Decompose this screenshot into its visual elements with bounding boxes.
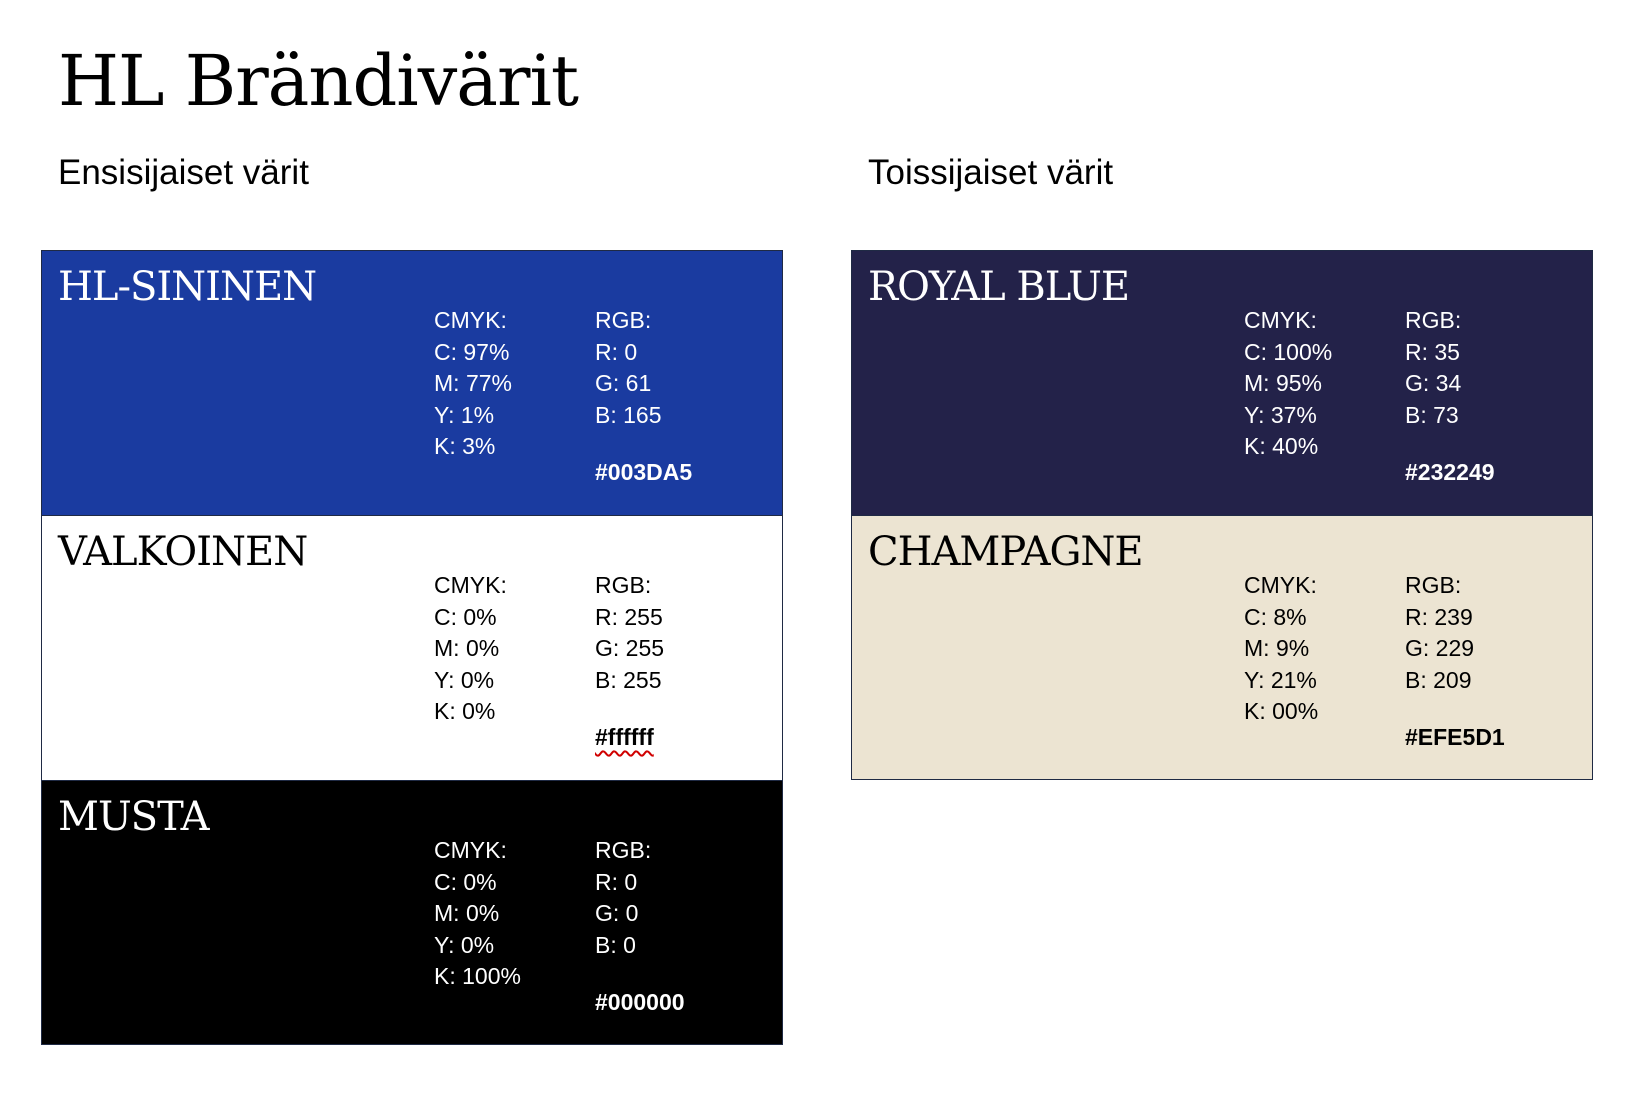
hex-code: #000000 — [595, 989, 685, 1015]
cmyk-c: C: 8% — [1244, 603, 1307, 630]
cmyk-k: K: 0% — [434, 698, 496, 724]
rgb-r: R: 0 — [595, 338, 638, 365]
primary-colors-heading: Ensisijaiset värit — [58, 153, 309, 192]
rgb-r: R: 255 — [595, 603, 663, 630]
cmyk-values — [434, 835, 521, 993]
rgb-values — [595, 835, 685, 1019]
rgb-label: RGB: — [595, 837, 652, 863]
swatch-name: VALKOINEN — [58, 529, 308, 575]
cmyk-label: CMYK: — [434, 307, 507, 333]
rgb-label: RGB: — [595, 307, 652, 333]
rgb-b: B: 255 — [595, 666, 662, 693]
rgb-b: B: 165 — [595, 401, 662, 428]
rgb-b: B: 73 — [1405, 401, 1459, 428]
cmyk-y: Y: 21% — [1244, 666, 1317, 693]
cmyk-label: CMYK: — [434, 837, 507, 863]
swatch-name: HL-SININEN — [58, 264, 317, 310]
rgb-b: B: 209 — [1405, 666, 1472, 693]
hex-code: #ffffff — [595, 724, 654, 750]
rgb-g: G: 229 — [1405, 635, 1475, 661]
cmyk-y: Y: 37% — [1244, 401, 1317, 428]
rgb-label: RGB: — [595, 572, 652, 598]
cmyk-c: C: 97% — [434, 338, 510, 365]
cmyk-k: K: 00% — [1244, 698, 1319, 724]
swatch-champagne — [851, 515, 1593, 780]
primary-swatch-stack — [41, 250, 783, 1045]
swatch-valkoinen — [41, 515, 783, 780]
cmyk-m: M: 9% — [1244, 635, 1310, 661]
rgb-label: RGB: — [1405, 307, 1462, 333]
cmyk-c: C: 0% — [434, 603, 497, 630]
cmyk-m: M: 77% — [434, 370, 512, 396]
page-title: HL Brändivärit — [58, 40, 578, 122]
cmyk-m: M: 95% — [1244, 370, 1322, 396]
cmyk-c: C: 0% — [434, 868, 497, 895]
rgb-g: G: 255 — [595, 635, 665, 661]
cmyk-m: M: 0% — [434, 900, 500, 926]
rgb-r: R: 0 — [595, 868, 638, 895]
rgb-values — [595, 570, 664, 754]
swatch-name: CHAMPAGNE — [868, 529, 1143, 575]
cmyk-values — [1244, 305, 1332, 463]
rgb-g: G: 61 — [595, 370, 652, 396]
hex-code-wrapper — [595, 722, 664, 754]
swatch-royal-blue — [851, 250, 1593, 515]
cmyk-y: Y: 0% — [434, 666, 495, 693]
cmyk-values — [434, 570, 507, 728]
cmyk-k: K: 40% — [1244, 433, 1319, 459]
rgb-values — [595, 305, 692, 489]
cmyk-values — [434, 305, 512, 463]
cmyk-c: C: 100% — [1244, 338, 1333, 365]
hex-code: #232249 — [1405, 459, 1495, 485]
cmyk-label: CMYK: — [1244, 307, 1317, 333]
cmyk-m: M: 0% — [434, 635, 500, 661]
secondary-colors-heading: Toissijaiset värit — [868, 153, 1114, 192]
rgb-values — [1405, 305, 1495, 489]
cmyk-y: Y: 1% — [434, 401, 495, 428]
rgb-r: R: 35 — [1405, 338, 1460, 365]
cmyk-y: Y: 0% — [434, 931, 495, 958]
cmyk-label: CMYK: — [434, 572, 507, 598]
cmyk-k: K: 3% — [434, 433, 496, 459]
cmyk-values — [1244, 570, 1318, 728]
swatch-hl-sininen — [41, 250, 783, 515]
rgb-values — [1405, 570, 1505, 754]
rgb-r: R: 239 — [1405, 603, 1473, 630]
swatch-name: MUSTA — [58, 794, 209, 840]
swatch-musta — [41, 780, 783, 1045]
secondary-swatch-stack — [851, 250, 1593, 780]
swatch-name: ROYAL BLUE — [868, 264, 1130, 310]
rgb-g: G: 34 — [1405, 370, 1462, 396]
hex-code: #EFE5D1 — [1405, 724, 1505, 750]
rgb-b: B: 0 — [595, 931, 636, 958]
cmyk-k: K: 100% — [434, 963, 521, 989]
rgb-label: RGB: — [1405, 572, 1462, 598]
hex-code: #003DA5 — [595, 459, 693, 485]
cmyk-label: CMYK: — [1244, 572, 1317, 598]
rgb-g: G: 0 — [595, 900, 639, 926]
